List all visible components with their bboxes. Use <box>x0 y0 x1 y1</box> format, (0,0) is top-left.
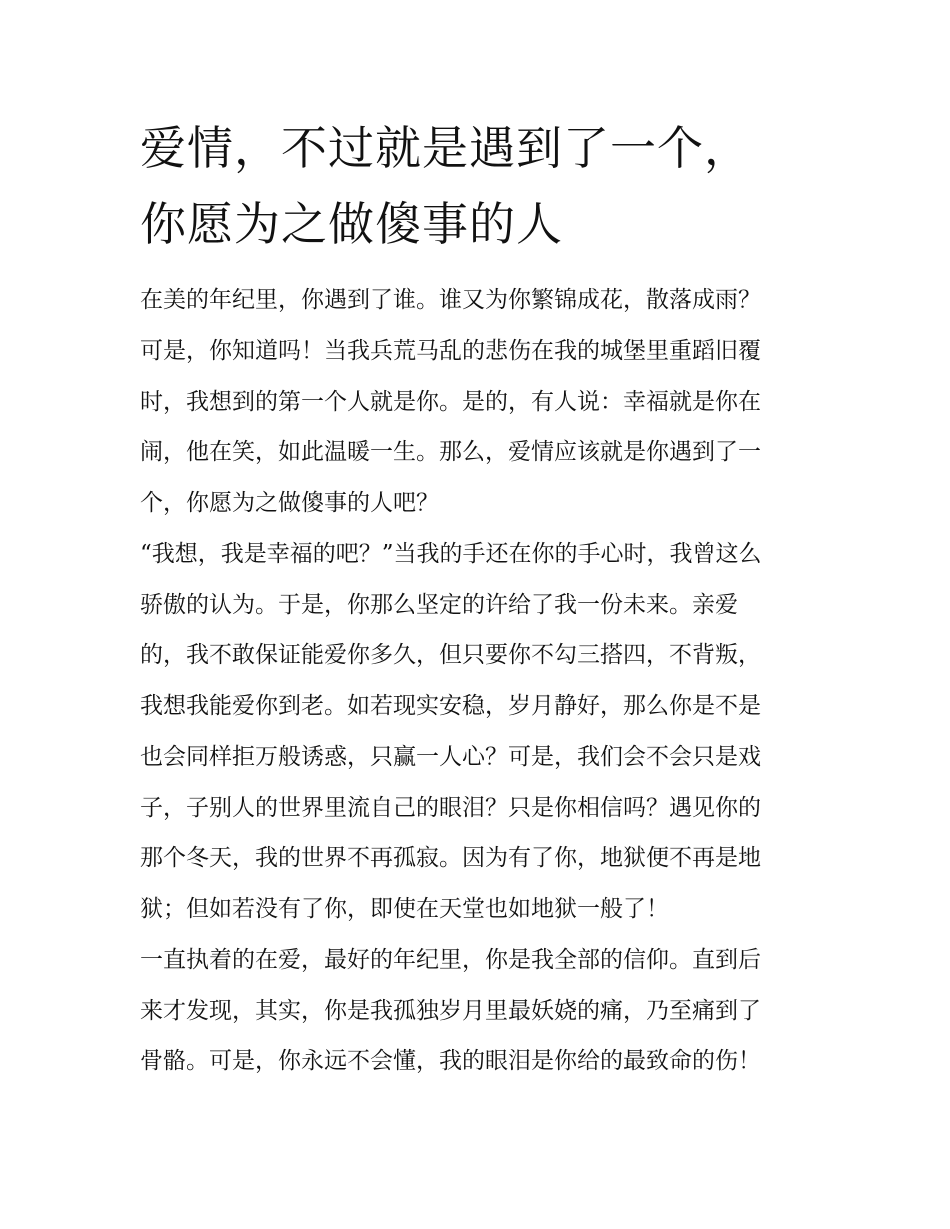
title-line-2: 你愿为之做傻事的人 <box>140 197 563 251</box>
body-line-1: 在美的年纪里，你遇到了谁。谁又为你繁锦成花，散落成雨？ <box>140 287 761 313</box>
body-line-2: 可是，你知道吗！当我兵荒马乱的悲伤在我的城堡里重蹈旧覆 <box>140 338 761 364</box>
body-line-8: 的，我不敢保证能爱你多久，但只要你不勾三搭四，不背叛， <box>140 642 761 668</box>
body-line-5: 个，你愿为之做傻事的人吧？ <box>140 490 439 516</box>
body-line-7: 骄傲的认为。于是，你那么坚定的许给了我一份未来。亲爱 <box>140 592 738 618</box>
body-line-4: 闹，他在笑，如此温暖一生。那么，爱情应该就是你遇到了一 <box>140 439 761 465</box>
body-line-16: 骨骼。可是，你永远不会懂，我的眼泪是你给的最致命的伤！ <box>140 1048 761 1074</box>
body-line-6: “我想，我是幸福的吧？”当我的手还在你的手心时，我曾这么 <box>140 541 762 567</box>
body-line-9: 我想我能爱你到老。如若现实安稳，岁月静好，那么你是不是 <box>140 693 761 719</box>
body-line-14: 一直执着的在爱，最好的年纪里，你是我全部的信仰。直到后 <box>140 947 761 973</box>
body-line-3: 时，我想到的第一个人就是你。是的，有人说：幸福就是你在 <box>140 389 761 415</box>
body-line-11: 子，子别人的世界里流自己的眼泪？只是你相信吗？遇见你的 <box>140 795 761 821</box>
body-line-12: 那个冬天，我的世界不再孤寂。因为有了你，地狱便不再是地 <box>140 845 761 871</box>
body-line-13: 狱；但如若没有了你，即使在天堂也如地狱一般了！ <box>140 896 669 922</box>
body-line-15: 来才发现，其实，你是我孤独岁月里最妖娆的痛，乃至痛到了 <box>140 998 761 1024</box>
body-line-10: 也会同样拒万般诱惑，只赢一人心？可是，我们会不会只是戏 <box>140 744 761 770</box>
title-line-1: 爱情，不过就是遇到了一个， <box>140 121 751 175</box>
